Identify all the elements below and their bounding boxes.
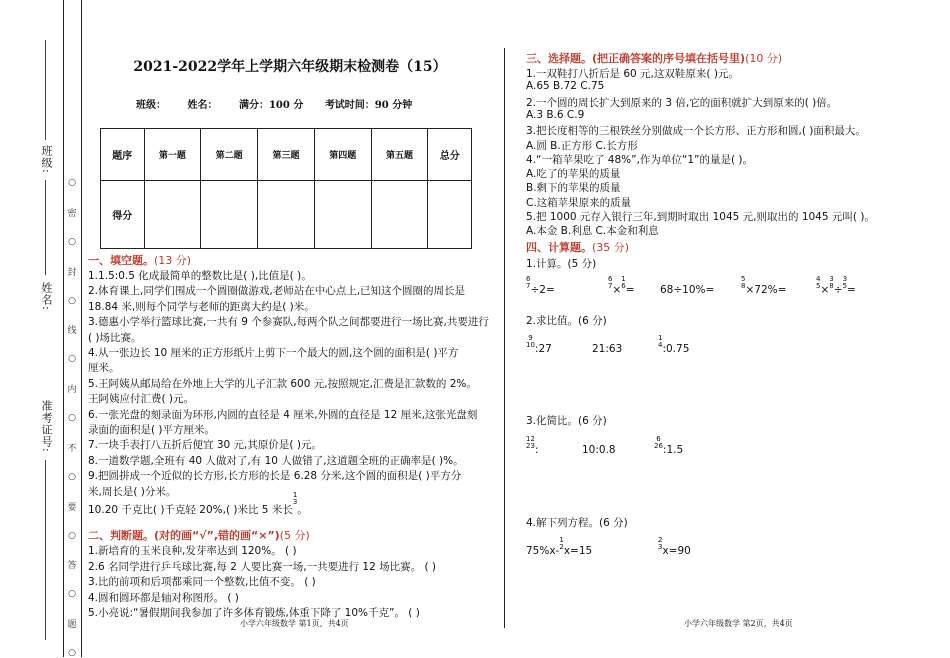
seal-char: 封 xyxy=(67,267,77,278)
seal-char: ○ xyxy=(68,354,76,365)
class-underline xyxy=(45,40,46,140)
question-line: 米,周长是( )分米。 xyxy=(88,485,177,498)
score-cell[interactable] xyxy=(258,181,315,249)
question-line: 4.“一箱苹果吃了 48%”,作为单位“1”的量是( )。 xyxy=(526,153,754,166)
question-line: 1.新培育的玉米良种,发芽率达到 120%。 ( ) xyxy=(88,545,297,557)
seal-char: ○ xyxy=(68,413,76,423)
question-line: 9.把圆拼成一个近似的长方形,长方形的长是 6.28 分米,这个圆的面积是( )平方分 xyxy=(88,470,462,483)
question-line: 录面的面积是( )平方厘米。 xyxy=(88,424,216,436)
score-header-cell: 第二题 xyxy=(201,129,258,181)
score-header-cell: 第四题 xyxy=(314,129,371,181)
score-cell[interactable] xyxy=(314,181,371,249)
score-header-cell: 总分 xyxy=(428,129,472,181)
question-line: 4.圆和圆环都是轴对称图形。 ( ) xyxy=(88,591,239,604)
name-underline xyxy=(45,180,46,275)
calc-q1-label: 1.计算。(5 分) xyxy=(526,258,597,270)
footer-left: 小学六年级数学 第1页，共4页 xyxy=(240,619,349,628)
question-line: 5.把 1000 元存入银行三年,到期时取出 1045 元,则取出的 1045 元叫( )。 xyxy=(526,211,875,223)
exam-info xyxy=(136,96,430,111)
question-line: 1.一双鞋打八折后是 60 元,这双鞋原来( )元。 xyxy=(526,68,739,80)
question-line: 7.一块手表打八五折后便宜 30 元,其原价是( )元。 xyxy=(88,439,322,452)
section1-q10: 10.20 千克比( )千克轻 20%,( )米比 5 米长 1 3 。 xyxy=(88,491,308,516)
score-table xyxy=(100,128,472,249)
section1-title: 一、填空题。(13 分) xyxy=(88,254,192,267)
calc-q3-label: 3.化简比。(6 分) xyxy=(526,415,607,427)
score-header-cell: 题序 xyxy=(101,129,145,181)
question-line: 3.比的前项和后项都乘同一个整数,比值不变。 ( ) xyxy=(88,576,316,588)
score-row-label: 得分 xyxy=(101,181,145,249)
section3-title: 三、选择题。(把正确答案的序号填在括号里)(10 分) xyxy=(526,52,783,65)
seal-char: 答 xyxy=(67,561,77,572)
question-line: A.本金 B.利息 C.本金和利息 xyxy=(526,225,659,238)
question-line: 2.一个圆的周长扩大到原来的 3 倍,它的面积就扩大到原来的( )倍。 xyxy=(526,96,838,109)
score-field: 满分：100 分 xyxy=(238,100,304,111)
score-header-cell: 第五题 xyxy=(371,129,428,181)
question-line: 5.小亮说:“暑假期间我参加了许多体育锻炼,体重下降了 10%千克”。 ( ) xyxy=(88,607,420,619)
center-divider xyxy=(504,48,505,628)
class-label: 班级: xyxy=(40,145,53,174)
seal-char: ○ xyxy=(68,648,76,658)
question-line: 4.从一张边长 10 厘米的正方形纸片上剪下一个最大的圆,这个圆的面积是( )平方 xyxy=(88,347,459,359)
seal-char: ○ xyxy=(68,236,76,247)
score-cell[interactable] xyxy=(428,181,472,249)
time-field: 考试时间：90 分钟 xyxy=(324,100,413,111)
question-line: 王阿姨应付汇费( )元。 xyxy=(88,393,195,406)
seal-char: 要 xyxy=(67,502,77,513)
name-label: 姓名: xyxy=(40,282,53,311)
question-line: 1.1.5:0.5 化成最简单的整数比是( ),比值是( )。 xyxy=(88,270,312,282)
question-line: 6.一张光盘的刻录面为环形,内圆的直径是 4 厘米,外圆的直径是 12 厘米,这张光盘刻 xyxy=(88,408,478,421)
seal-char: 题 xyxy=(67,620,77,631)
score-header-cell: 第一题 xyxy=(144,129,201,181)
calc-q2-label: 2.求比值。(6 分) xyxy=(526,315,607,327)
seal-line xyxy=(67,178,77,658)
seal-char: ○ xyxy=(68,471,76,482)
seal-char: 密 xyxy=(67,208,77,219)
question-line: 5.王阿姨从邮局给在外地上大学的儿子汇款 600 元,按照规定,汇费是汇款数的 2%。 xyxy=(88,377,477,390)
question-line: C.这箱苹果原来的质量 xyxy=(526,196,632,209)
exam-no-underline xyxy=(45,460,46,640)
seal-char: ○ xyxy=(68,589,76,600)
question-line: 3.德惠小学举行篮球比赛,一共有 9 个参赛队,每两个队之间都要进行一场比赛,共要进行 xyxy=(88,316,489,329)
question-line: ( )场比赛。 xyxy=(88,331,142,344)
score-header-cell: 第三题 xyxy=(258,129,315,181)
question-line: A.吃了的苹果的质量 xyxy=(526,168,621,181)
margin-line-inner xyxy=(81,0,82,657)
seal-char: ○ xyxy=(68,178,76,188)
score-cell[interactable] xyxy=(144,181,201,249)
question-line: 18.84 米,则每个同学与老师的距离大约是( )米。 xyxy=(88,300,315,313)
exam-no-label: 准考证号: xyxy=(40,400,53,453)
question-line: A.65 B.72 C.75 xyxy=(526,80,605,93)
name-field: 姓名： xyxy=(187,100,218,111)
footer-right: 小学六年级数学 第2页，共4页 xyxy=(684,619,793,628)
question-line: 2.6 名同学进行乒乓球比赛,每 2 人要比赛一场,一共要进行 12 场比赛。 ( ) xyxy=(88,560,436,573)
calc-q4-label: 4.解下列方程。(6 分) xyxy=(526,517,628,529)
question-line: A.3 B.6 C.9 xyxy=(526,108,585,121)
seal-char: ○ xyxy=(68,295,76,306)
question-line: A.圆 B.正方形 C.长方形 xyxy=(526,139,638,152)
seal-char: ○ xyxy=(68,530,76,541)
question-line: B.剩下的苹果的质量 xyxy=(526,182,621,195)
margin-line-outer xyxy=(63,0,64,657)
section4-title: 四、计算题。(35 分) xyxy=(526,241,630,254)
question-line: 厘米。 xyxy=(88,362,120,375)
score-cell[interactable] xyxy=(201,181,258,249)
question-line: 8.一道数学题,全班有 40 人做对了,有 10 人做错了,这道题全班的正确率是( )%。 xyxy=(88,454,464,467)
seal-char: 不 xyxy=(67,443,77,454)
score-cell[interactable] xyxy=(371,181,428,249)
question-line: 3.把长度相等的三根铁丝分别做成一个长方形、正方形和圆,( )面积最大。 xyxy=(526,125,866,138)
seal-char: 线 xyxy=(67,326,77,337)
page-title: 2021-2022学年上学期六年级期末检测卷（15） xyxy=(133,59,447,75)
section2-title: 二、判断题。(对的画“√”,错的画“×”)(5 分) xyxy=(88,529,310,542)
question-line: 2.体育课上,同学们围成一个圆圈做游戏,老师站在中心点上,已知这个圆圈的周长是 xyxy=(88,285,466,298)
class-field: 班级： xyxy=(136,100,166,111)
seal-char: 内 xyxy=(67,385,77,396)
